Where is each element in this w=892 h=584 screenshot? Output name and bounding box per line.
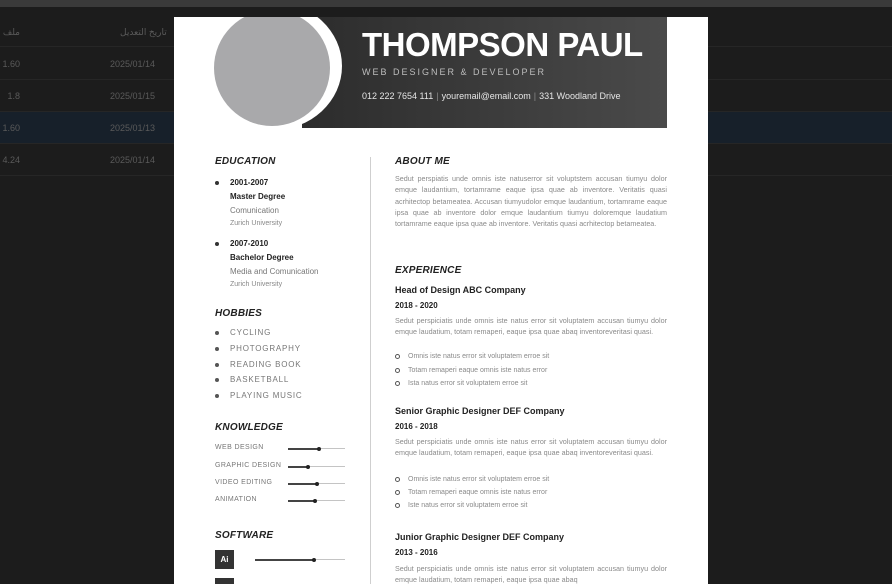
education-degree: Master Degree (230, 192, 286, 201)
job-title: Head of Design ABC Company (395, 285, 526, 295)
background-toolbar (0, 0, 892, 7)
bullet-dot-icon (215, 242, 219, 246)
software-heading: SOFTWARE (215, 530, 274, 541)
job-bullet-text: Ista natus error sit voluptatem erroe sit (408, 380, 528, 387)
skill-level-knob (315, 482, 319, 486)
experience-heading: EXPERIENCE (395, 265, 462, 276)
knowledge-heading: KNOWLEDGE (215, 422, 283, 433)
background-header-cell: تاريخ التعديل (120, 27, 167, 37)
education-field: Media and Comunication (230, 267, 319, 276)
skill-label: WEB DESIGN (215, 444, 264, 451)
skill-label: ANIMATION (215, 496, 257, 503)
job-bullet-text: Totam remaperi eaque omnis iste natus error (408, 367, 548, 374)
skill-level-bar (288, 500, 345, 501)
bullet-dot-icon (215, 363, 219, 367)
hobby-label: READING BOOK (230, 360, 302, 369)
background-cell: 1.60 (2, 123, 20, 133)
skill-level-fill (288, 483, 317, 485)
software-row (215, 550, 347, 569)
job-bullet-text: Iste natus error sit voluptatem erroe sit (408, 502, 528, 509)
job-bullet-text: Omnis iste natus error sit voluptatem erroe sit (408, 353, 550, 360)
background-header-cell: ملف (2, 27, 20, 37)
education-years: 2007-2010 (230, 239, 269, 248)
background-cell: 4.24 (2, 155, 20, 165)
circle-bullet-icon (395, 490, 400, 495)
separator: | (533, 91, 537, 101)
job-years: 2013 - 2016 (395, 548, 438, 557)
circle-bullet-icon (395, 368, 400, 373)
education-school: Zurich University (230, 220, 283, 227)
resume-role: WEB DESIGNER & DEVELOPER (362, 67, 547, 77)
software-level-fill (255, 559, 314, 561)
software-row (215, 578, 347, 584)
hobby-label: PHOTOGRAPHY (230, 344, 301, 353)
illustrator-app-icon: Ai (215, 550, 234, 569)
job-bullet-text: Totam remaperi eaque omnis iste natus error (408, 489, 548, 496)
circle-bullet-icon (395, 354, 400, 359)
background-cell: 2025/01/14 (110, 155, 156, 165)
skill-level-bar (288, 448, 345, 449)
skill-level-fill (288, 448, 319, 450)
circle-bullet-icon (395, 381, 400, 386)
background-cell: 2025/01/14 (110, 59, 156, 69)
background-cell: 2025/01/15 (110, 91, 156, 101)
skill-row (215, 462, 347, 472)
skill-level-bar (288, 483, 345, 484)
skill-row (215, 496, 347, 506)
hobby-label: PLAYING MUSIC (230, 391, 303, 400)
education-school: Zurich University (230, 281, 283, 288)
bullet-dot-icon (215, 347, 219, 351)
about-heading: ABOUT ME (395, 156, 450, 167)
job-years: 2016 - 2018 (395, 422, 438, 431)
hobby-label: CYCLING (230, 328, 272, 337)
circle-bullet-icon (395, 477, 400, 482)
education-heading: EDUCATION (215, 156, 276, 167)
skill-level-fill (288, 466, 308, 468)
skill-level-fill (288, 500, 315, 502)
hobbies-heading: HOBBIES (215, 308, 262, 319)
bullet-dot-icon (215, 394, 219, 398)
resume-name: THOMPSON PAUL (362, 26, 643, 63)
bullet-dot-icon (215, 331, 219, 335)
job-title: Junior Graphic Designer DEF Company (395, 532, 565, 542)
resume-page (174, 17, 708, 584)
contact-address: 331 Woodland Drive (539, 91, 621, 101)
skill-label: GRAPHIC DESIGN (215, 462, 282, 469)
background-cell: 1.60 (2, 59, 20, 69)
skill-row (215, 479, 347, 489)
contact-email: youremail@email.com (441, 91, 531, 101)
column-divider (370, 157, 371, 584)
skill-level-knob (306, 465, 310, 469)
background-cell: 2025/01/13 (110, 123, 156, 133)
education-years: 2001-2007 (230, 178, 269, 187)
bullet-dot-icon (215, 378, 219, 382)
job-years: 2018 - 2020 (395, 301, 438, 310)
skill-level-bar (288, 466, 345, 467)
job-description: Sedut perspiciatis unde omnis iste natus error sit voluptatem accusan tiumyu dolor emque laudatium, totam remaperi, eaque ipsa quae abaq (395, 564, 667, 584)
software-app-icon (215, 578, 234, 584)
skill-label: VIDEO EDITING (215, 479, 273, 486)
contact-line (362, 91, 621, 101)
bullet-dot-icon (215, 181, 219, 185)
hobby-label: BASKETBALL (230, 375, 290, 384)
circle-bullet-icon (395, 503, 400, 508)
contact-phone: 012 222 7654 111 (362, 91, 434, 101)
job-bullet-text: Omnis iste natus error sit voluptatem erroe sit (408, 476, 550, 483)
education-degree: Bachelor Degree (230, 253, 294, 262)
background-cell: 1.8 (7, 91, 20, 101)
skill-level-knob (313, 499, 317, 503)
job-title: Senior Graphic Designer DEF Company (395, 406, 565, 416)
about-text: Sedut perspiatis unde omnis iste natuserror sit voluptstem accusan tiumyu dolor emque laudantium, tortamrame eaque ipsa quae ab inventore. Veritatis quasi acrhitectop betameatea. Accusan tiumyudolor emque laudantium, tortamrame eaque ipsa quae ab inventore dolor emque laudantium tiumyu doloremque laudatium tortamrame eaque ipsa quae ab inventore. Veritatis quasi acrhitectop betameatea. (395, 174, 667, 229)
job-description: Sedut perspiciatis unde omnis iste natus error sit voluptatem accusan tiumyu dolor emque laudatium, totam remaperi, eaque ipsa quae abaq inventoreveritasi quasi. (395, 437, 667, 458)
software-level-knob (312, 558, 316, 562)
software-level-bar (255, 559, 345, 560)
education-field: Comunication (230, 206, 279, 215)
skill-level-knob (317, 447, 321, 451)
job-description: Sedut perspiciatis unde omnis iste natus error sit voluptatem accusan tiumyu dolor emque laudatium, totam remaperi, eaque ipsa quae abaq inventoreveritasi quasi. (395, 316, 667, 337)
skill-row (215, 444, 347, 454)
separator: | (436, 91, 439, 101)
